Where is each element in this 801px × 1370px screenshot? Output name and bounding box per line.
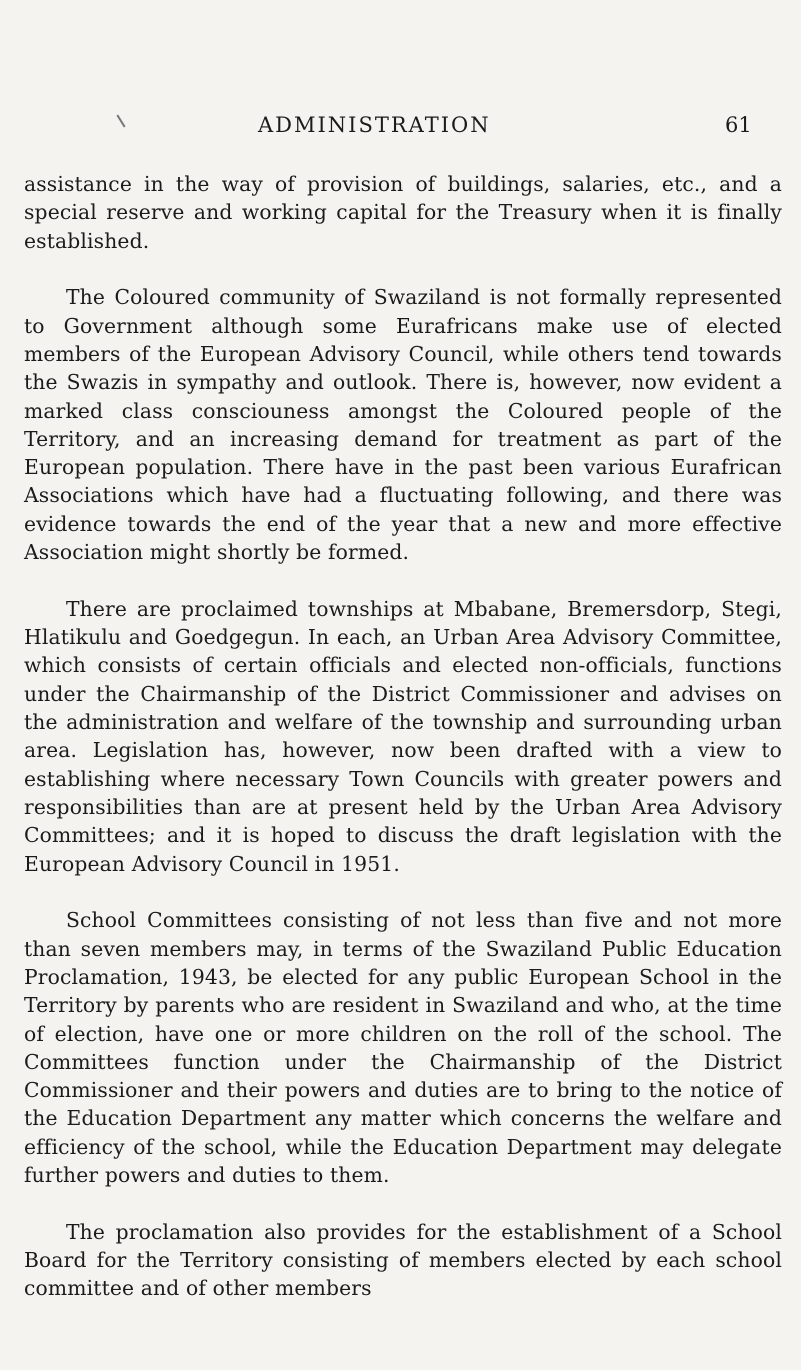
paragraph-townships: There are proclaimed townships at Mbabane, Bremersdorp, Stegi, Hlatikulu and Goedgegun. In each, an Urban Area Advisory Committee, which consists of certain officials and elected non-officials, functions under the Chairmanship of the District Commissioner and advises on the administration and welfare of the township and surrounding urban area. Legislation has, however, now been drafted with a view to establishing where necessary Town Councils with greater powers and responsibilities than are at present held by the Urban Area Advisory Committees; and it is hoped to discuss the draft legislation with the European Advisory Council in 1951. <box>24 596 782 876</box>
page-number: 61 <box>725 113 752 137</box>
running-title: ADMINISTRATION <box>258 113 491 137</box>
paragraph-continued: assistance in the way of provision of buildings, salaries, etc., and a special reserve and working capital for the Treasury when it is finally established. <box>24 172 782 253</box>
paragraph-school-committees: School Committees consisting of not less than five and not more than seven members may, in terms of the Swaziland Public Education Proclamation, 1943, be elected for any public European School in the Territory by parents who are resident in Swaziland and who, at the time of election, have one or more children on the roll of the school. The Committees function under the Chairmanship of the District Commissioner and their powers and duties are to bring to the notice of the Education Department any matter which concerns the welfare and efficiency of the school, while the Education Department may delegate further powers and duties to them. <box>24 908 782 1187</box>
paragraph-coloured-community: The Coloured community of Swaziland is not formally represented to Government although some Eurafricans make use of elected members of the European Advisory Council, while others tend towards the Swazis in sympathy and outlook. There is, however, now evident a marked class consciouness amongst the Coloured people of the Territory, and an increasing demand for treatment as part of the European population. There have in the past been various Eurafrican Associations which have had a fluctuating following, and there was evidence towards the end of the year that a new and more effective Association might shortly be formed. <box>24 285 782 565</box>
page-header <box>0 112 801 142</box>
scan-mark <box>116 115 125 128</box>
body-text <box>24 170 782 1331</box>
paragraph-school-board: The proclamation also provides for the establishment of a School Board for the Territory consisting of members elected by each school committee and of other members <box>24 1219 782 1301</box>
